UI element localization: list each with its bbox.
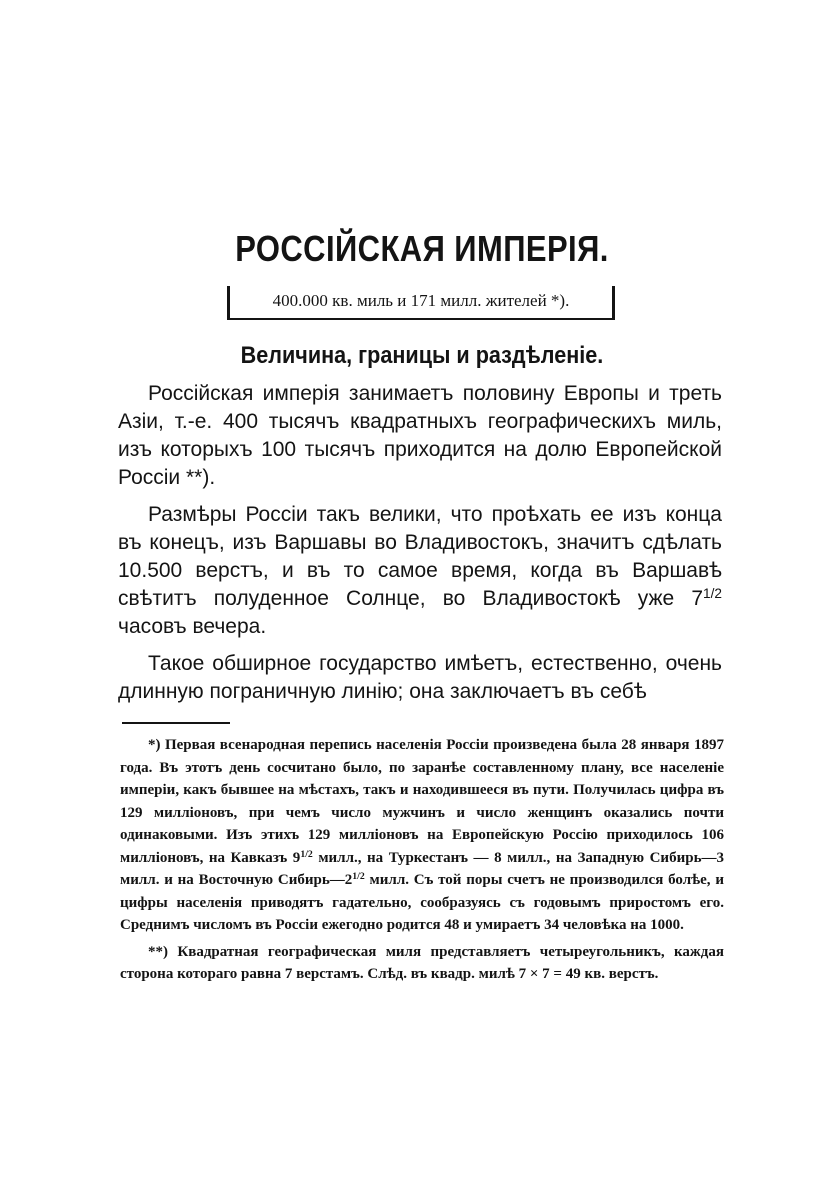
footnote-1-text-c: милл. Съ той поры счетъ не производился болѣе, и цифры населенія приводятъ гадательно, сообразуясь съ годовымъ приростомъ его. Среднимъ числомъ въ Россіи ежегодно родится 48 и умираетъ 34 человѣка на 1000.	[120, 872, 724, 933]
fraction-half: 1/2	[300, 848, 313, 860]
paragraph-3: Такое обширное государство имѣетъ, естественно, очень длинную пограничную линію; она заключаетъ въ себѣ	[118, 652, 722, 703]
fraction-half: 1/2	[352, 871, 365, 883]
paragraph-2-text-b: часовъ вечера.	[118, 615, 267, 638]
footnote-1	[120, 734, 724, 937]
paragraph-2-text-a: Размѣры Россіи такъ велики, что проѣхать ее изъ конца въ конецъ, изъ Варшавы во Владивостокъ, значитъ сдѣлать 10.500 верстъ, и въ то самое время, когда въ Варшавѣ свѣтитъ полуденное Солнце, во Владивостокѣ уже 7	[118, 503, 722, 610]
body-text	[118, 380, 722, 715]
area-population-text: 400.000 кв. миль и 171 милл. жителей *).	[272, 291, 570, 310]
area-population-box	[227, 286, 615, 320]
footnote-1-text-a: *) Первая всенародная перепись населенія Россіи произведена была 28 января 1897 года. Въ этотъ день сосчитано было, по заранѣе составленному плану, все населеніе имперіи, какъ бывшее на мѣстахъ, такъ и находившееся въ пути. Получилась цифра въ 129 милліоновъ, при чемъ число мужчинъ и число женщинъ оказались почти одинаковыми. Изъ этихъ 129 милліоновъ на Европейскую Россію приходилось 106 милліоновъ, на Кавказъ 9	[120, 737, 724, 866]
footnote-1-text-b: милл., на Туркестанъ — 8 милл., на Западную Сибирь—3 милл. и на Восточную Сибирь—2	[120, 849, 724, 888]
footnote-2: **) Квадратная географическая миля представляетъ четыреугольникъ, каждая сторона котораго равна 7 верстамъ. Слѣд. въ квадр. милѣ 7 × 7 = 49 кв. верстъ.	[120, 943, 724, 982]
paragraph-2	[118, 501, 722, 641]
footnotes	[120, 734, 724, 990]
page-title: РОССІЙСКАЯ ИМПЕРІЯ.	[235, 228, 609, 269]
footnote-divider	[122, 722, 230, 724]
paragraph-1: Россійская имперія занимаетъ половину Европы и треть Азіи, т.-е. 400 тысячъ квадратныхъ географическихъ миль, изъ которыхъ 100 тысячъ приходится на долю Европейской Россіи **).	[118, 382, 722, 489]
fraction-half: 1/2	[703, 586, 722, 602]
section-heading: Величина, границы и раздѣленіе.	[240, 342, 604, 369]
